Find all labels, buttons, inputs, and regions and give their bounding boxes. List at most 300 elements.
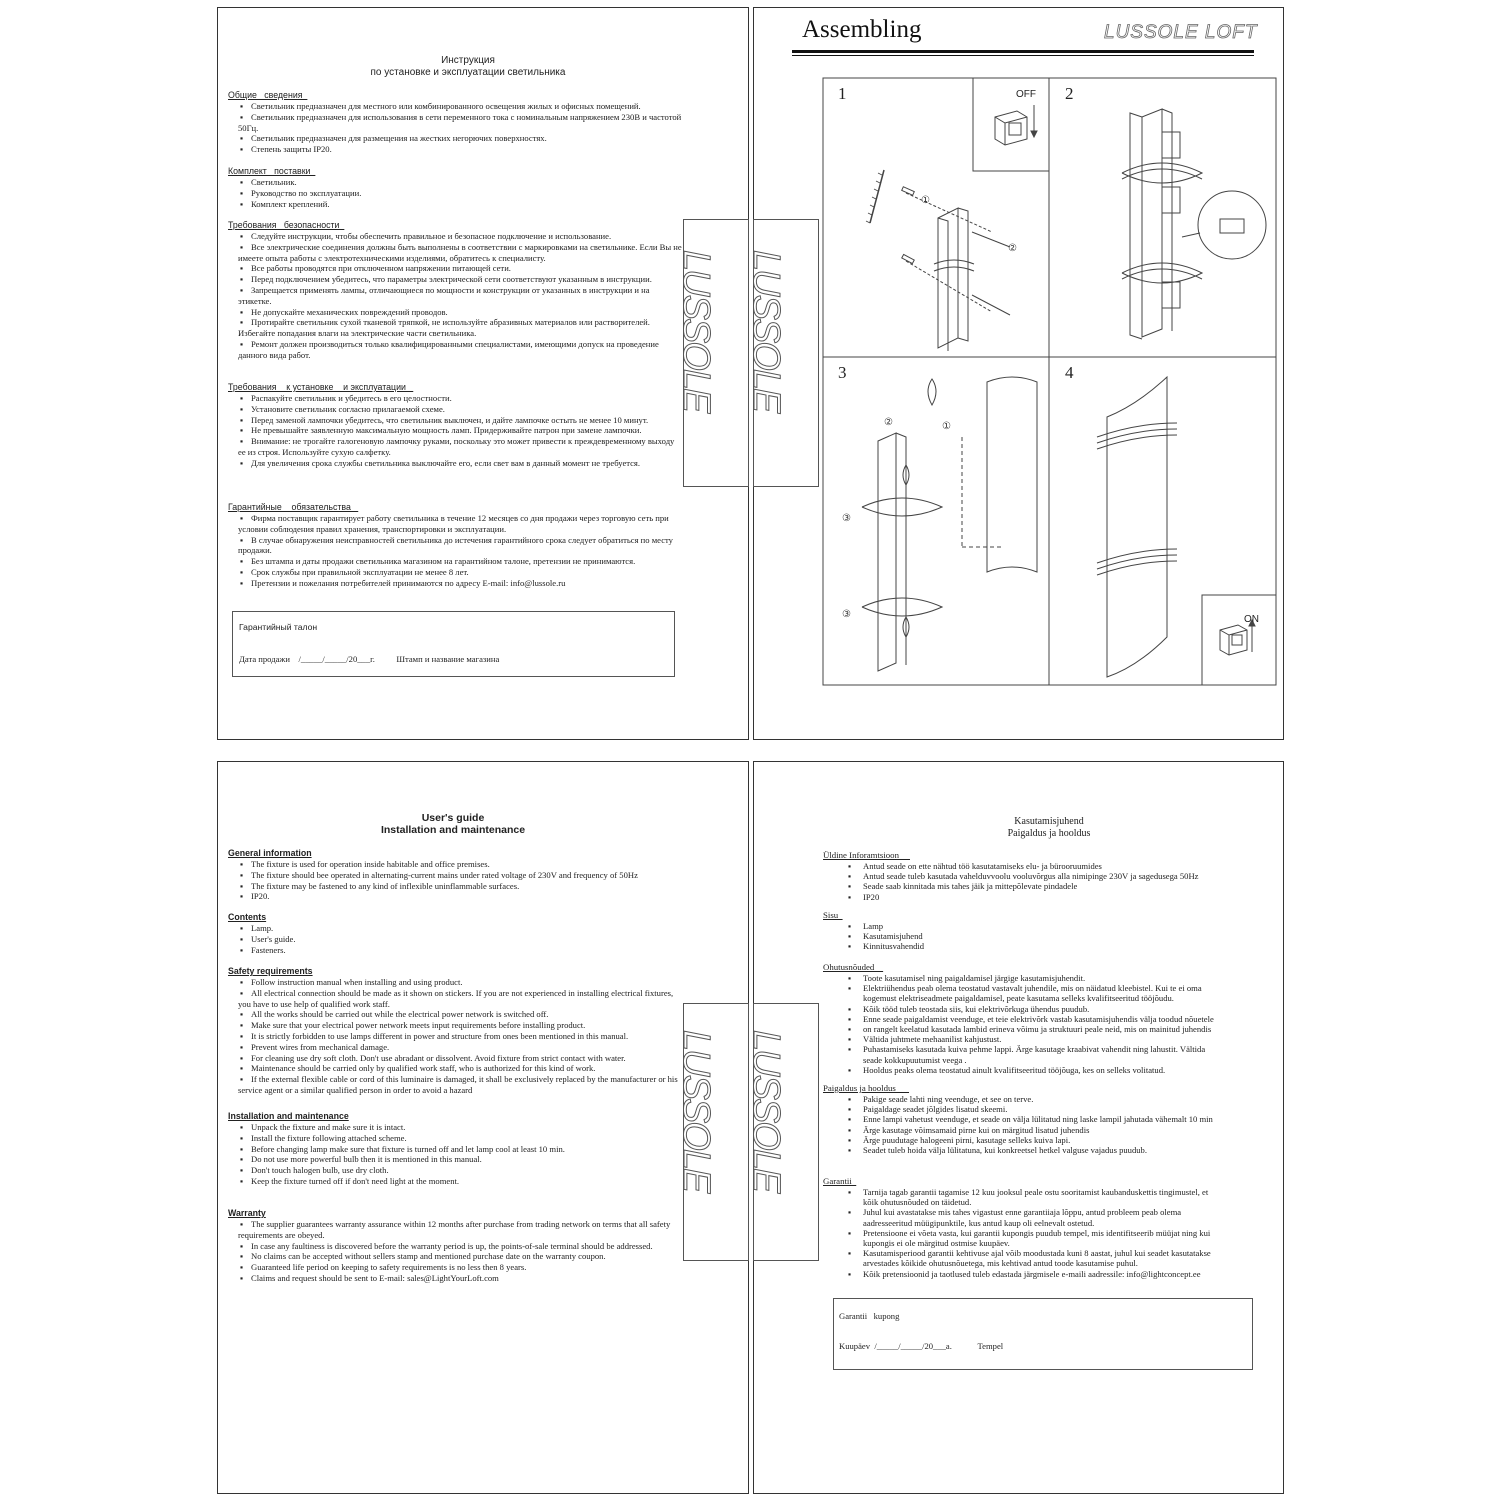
list-item-text: Не превышайте заявленную максимальную мощность ламп. Придерживайте патрон при замене лампочки. bbox=[251, 425, 642, 436]
list-item-text: Kõik tööd tuleb teostada siis, kui elektrivõrkuga ühendus puudub. bbox=[863, 1003, 1090, 1014]
list-item bbox=[823, 1125, 1223, 1135]
bullet-icon: ▪ bbox=[848, 1207, 852, 1218]
section-heading: Warranty bbox=[228, 1208, 266, 1218]
bullet-icon: ▪ bbox=[240, 457, 244, 468]
list-item bbox=[228, 112, 684, 134]
section-heading: Üldine Inforamtsioon bbox=[823, 850, 910, 860]
lussole-logo bbox=[675, 220, 748, 486]
list-item-text: Pakige seade lahti ning veenduge, et see on terve. bbox=[863, 1094, 1034, 1104]
list-item bbox=[823, 1034, 1223, 1044]
bullet-icon: ▪ bbox=[240, 534, 244, 545]
lussole-logo-strip bbox=[675, 219, 749, 487]
list-item-text: Juhul kui avastatakse mis tahes vigastust enne garantiiaja lõppu, antud probleem peab olema aadresseeritud müügipunktile, kus antud kaup oli eelnevalt ostetud. bbox=[863, 1207, 1182, 1228]
list-item-text: Guaranteed life period on keeping to safety requirements is no less then 8 years. bbox=[251, 1262, 527, 1273]
list-item bbox=[228, 242, 684, 264]
list-item bbox=[228, 1122, 684, 1133]
bullet-icon: ▪ bbox=[848, 1044, 852, 1055]
list-item-text: Следуйте инструкции, чтобы обеспечить правильное и безопасное подключение и использование. bbox=[251, 231, 612, 241]
section-heading: Общие сведения bbox=[228, 90, 308, 100]
step4-finished-lamp-illustration bbox=[1097, 377, 1177, 677]
page-russian-instructions bbox=[217, 7, 749, 740]
bullet-icon: ▪ bbox=[848, 1268, 852, 1279]
bullet-icon: ▪ bbox=[240, 1020, 244, 1031]
list-item bbox=[823, 1145, 1223, 1155]
bullet-icon: ▪ bbox=[240, 414, 244, 425]
list-item bbox=[228, 945, 684, 956]
bullet-icon: ▪ bbox=[240, 933, 244, 944]
list-item bbox=[823, 941, 1223, 951]
list-item-text: Ärge kasutage võimsamaid pirne kui on märgitud lisatud juhendis bbox=[863, 1124, 1090, 1135]
list-item-text: Светильник предназначен для местного или комбинированного освещения жилых и офисных помещений. bbox=[251, 101, 641, 111]
bullet-icon: ▪ bbox=[240, 577, 244, 588]
svg-text:LUSSOLE: LUSSOLE bbox=[745, 1030, 787, 1192]
bullet-icon: ▪ bbox=[848, 871, 852, 882]
list-item bbox=[228, 307, 684, 318]
bullet-icon: ▪ bbox=[240, 556, 244, 567]
list-item bbox=[228, 1020, 684, 1031]
section-heading: Требования к установке и эксплуатации bbox=[228, 382, 414, 392]
list-item-text: All the works should be carried out while the electrical power network is switched off. bbox=[251, 1009, 549, 1020]
list-item bbox=[823, 921, 1223, 931]
switch-on-icon bbox=[1220, 620, 1255, 655]
list-item bbox=[228, 339, 684, 361]
list-item-text: Срок службы при правильной эксплуатации не менее 8 лет. bbox=[251, 566, 469, 577]
en-section bbox=[228, 912, 684, 955]
bullet-icon: ▪ bbox=[848, 1134, 852, 1145]
step-number-3: 3 bbox=[838, 363, 847, 382]
list-item-text: Для увеличения срока службы светильника выключайте его, если свет вам в данный момент не требуется. bbox=[251, 457, 641, 468]
list-item-text: Lamp bbox=[863, 921, 884, 931]
list-item-text: Prevent wires from mechanical damage. bbox=[251, 1041, 390, 1052]
bullet-icon: ▪ bbox=[240, 1219, 244, 1229]
list-item-text: Протирайте светильник сухой тканевой тряпкой, не используйте абразивных материалов или растворителей. Избегайте попадания влаги на электрические части светильника. bbox=[238, 317, 650, 339]
bullet-icon: ▪ bbox=[848, 1034, 852, 1045]
list-item-text: IP20 bbox=[863, 891, 880, 902]
callout-1: ① bbox=[921, 195, 930, 206]
page-assembling bbox=[753, 7, 1284, 740]
bullet-icon: ▪ bbox=[240, 144, 244, 155]
list-item bbox=[823, 871, 1223, 881]
callout-3b-step3: ③ bbox=[842, 609, 851, 620]
coupon-title: Гарантийный талон bbox=[239, 622, 318, 632]
list-item bbox=[228, 859, 684, 870]
list-item bbox=[228, 144, 684, 155]
list-item-text: Unpack the fixture and make sure it is intact. bbox=[251, 1122, 406, 1132]
list-item-text: Руководство по эксплуатации. bbox=[251, 187, 362, 198]
et-section bbox=[823, 1176, 1223, 1279]
bullet-icon: ▪ bbox=[848, 1145, 852, 1156]
section-heading: Contents bbox=[228, 912, 267, 922]
list-item bbox=[228, 977, 684, 988]
section-heading: Sisu bbox=[823, 910, 843, 920]
list-item bbox=[228, 556, 684, 567]
list-item-text: Не допускайте механических повреждений проводов. bbox=[251, 306, 448, 317]
list-item-text: Kinnitusvahendid bbox=[863, 941, 925, 952]
bullet-icon: ▪ bbox=[240, 198, 244, 209]
et-title-line1: Kasutamisjuhend bbox=[1014, 816, 1084, 827]
list-item bbox=[823, 1065, 1223, 1075]
list-item bbox=[228, 1262, 684, 1273]
en-title-line1: User's guide bbox=[421, 812, 485, 824]
list-item-text: Enne lampi vahetust veenduge, et seade on välja lülitatud ning laske lampil jahutada vähemalt 10 min bbox=[863, 1114, 1213, 1125]
list-item-text: Все работы проводятся при отключенном напряжении питающей сети. bbox=[251, 263, 511, 274]
list-item-text: Светильник предназначен для размещения на жестких негорючих поверхностях. bbox=[251, 133, 547, 144]
list-item bbox=[228, 285, 684, 307]
list-item bbox=[823, 983, 1223, 1003]
bullet-icon: ▪ bbox=[848, 983, 852, 994]
bullet-icon: ▪ bbox=[240, 403, 244, 414]
bullet-icon: ▪ bbox=[848, 1104, 852, 1115]
title-rule-thin bbox=[792, 55, 1254, 56]
list-item bbox=[823, 931, 1223, 941]
list-item bbox=[228, 101, 684, 112]
en-section bbox=[228, 1111, 684, 1187]
list-item bbox=[823, 1004, 1223, 1014]
en-title bbox=[218, 812, 688, 836]
list-item bbox=[228, 513, 684, 535]
svg-text:LUSSOLE: LUSSOLE bbox=[745, 250, 787, 412]
bullet-icon: ▪ bbox=[848, 973, 852, 983]
bullet-icon: ▪ bbox=[240, 177, 244, 187]
bullet-icon: ▪ bbox=[240, 944, 244, 955]
ru-section bbox=[228, 90, 684, 155]
list-item bbox=[823, 1104, 1223, 1114]
list-item bbox=[823, 1024, 1223, 1034]
list-item bbox=[228, 317, 684, 339]
list-item-text: Все электрические соединения должны быть выполнены в соответствии с маркировками на светильнике. Если Вы не имеете опыта работы с электротехническими изделиями, обратитесь к специалисту. bbox=[238, 241, 682, 263]
section-heading: Ohutusnõuded bbox=[823, 962, 884, 972]
list-item-text: All electrical connection should be made as it shown on stickers. If you are not experienced in installing electrical fixtures, you have to use help of qualified work staff. bbox=[238, 987, 674, 1009]
et-section bbox=[823, 850, 1223, 902]
list-item bbox=[228, 1053, 684, 1064]
list-item bbox=[228, 1241, 684, 1252]
list-item bbox=[823, 1248, 1223, 1268]
list-item-text: Puhastamiseks kasutada kuiva pehme lappi. Ärge kasutage kraabivat vahendit ning lahustit. Vältida seade kokkupuutumist veega . bbox=[863, 1044, 1206, 1065]
ru-title-line1: Инструкция bbox=[441, 55, 495, 66]
bullet-icon: ▪ bbox=[240, 436, 244, 447]
list-item-text: В случае обнаружения неисправностей светильника до истечения гарантийного срока следует обратиться по месту продажи. bbox=[238, 534, 673, 556]
list-item-text: Внимание: не трогайте галогеновую лампочку руками, поскольку это может привести к преждевременному выходу ее из строя. Используйте сухую салфетку. bbox=[238, 436, 675, 457]
list-item bbox=[228, 1154, 684, 1165]
list-item bbox=[823, 1094, 1223, 1104]
list-item-text: Don't touch halogen bulb, use dry cloth. bbox=[251, 1165, 389, 1176]
bullet-icon: ▪ bbox=[240, 1122, 244, 1132]
ru-section bbox=[228, 220, 684, 361]
en-section bbox=[228, 848, 684, 902]
list-item bbox=[228, 1219, 684, 1241]
lussole-logo-strip bbox=[745, 219, 819, 487]
list-item bbox=[228, 1074, 684, 1096]
callout-2-step3: ② bbox=[884, 417, 893, 428]
list-item bbox=[823, 861, 1223, 871]
list-item bbox=[228, 231, 684, 242]
list-item-text: No claims can be accepted without sellers stamp and mentioned purchase date on the warranty coupon. bbox=[251, 1251, 606, 1262]
bullet-icon: ▪ bbox=[240, 859, 244, 869]
list-item bbox=[228, 1165, 684, 1176]
list-item-text: It is strictly forbidden to use lamps different in power and structure from ones been mentioned in this manual. bbox=[251, 1030, 629, 1041]
list-item bbox=[823, 892, 1223, 902]
bullet-icon: ▪ bbox=[848, 1187, 852, 1197]
list-item-text: Kasutamisjuhend bbox=[863, 931, 923, 942]
list-item-text: Kõik pretensioonid ja taotlused tuleb edastada järgmisele e-maili aadressile: info@lightconcept.ee bbox=[863, 1268, 1201, 1279]
list-item bbox=[823, 1135, 1223, 1145]
list-item bbox=[823, 973, 1223, 983]
bullet-icon: ▪ bbox=[848, 1248, 852, 1259]
list-item-text: The fixture may be fastened to any kind of inflexible uninflammable surfaces. bbox=[251, 880, 520, 891]
ru-section bbox=[228, 166, 684, 209]
list-item-text: User's guide. bbox=[251, 933, 296, 944]
list-item-text: Antud seade tuleb kasutada vahelduvvoolu vooluvõrgus alla nimipinge 230V ja sagedusega 50Hz bbox=[863, 871, 1199, 882]
bullet-icon: ▪ bbox=[240, 1052, 244, 1063]
callout-1-step3: ① bbox=[942, 421, 951, 432]
bullet-icon: ▪ bbox=[848, 1003, 852, 1014]
bullet-icon: ▪ bbox=[240, 1175, 244, 1186]
svg-text:LUSSOLE: LUSSOLE bbox=[675, 1030, 717, 1192]
bullet-icon: ▪ bbox=[240, 1074, 244, 1085]
bullet-icon: ▪ bbox=[240, 1165, 244, 1176]
bullet-icon: ▪ bbox=[848, 881, 852, 892]
en-title-line2: Installation and maintenance bbox=[380, 824, 526, 836]
list-item bbox=[228, 393, 684, 404]
et-warranty-coupon bbox=[833, 1298, 1253, 1370]
ru-warranty-coupon bbox=[232, 611, 675, 677]
bullet-icon: ▪ bbox=[240, 1030, 244, 1041]
bullet-icon: ▪ bbox=[848, 931, 852, 942]
ru-title-line2: по установке и эксплуатации светильника bbox=[370, 67, 566, 78]
section-heading: Требования безопасности bbox=[228, 220, 345, 230]
bullet-icon: ▪ bbox=[240, 1132, 244, 1143]
list-item bbox=[823, 1269, 1223, 1279]
bullet-icon: ▪ bbox=[240, 923, 244, 933]
et-title-line2: Paigaldus ja hooldus bbox=[1007, 827, 1091, 839]
switch-on-label: ON bbox=[1244, 614, 1259, 625]
bullet-icon: ▪ bbox=[848, 1124, 852, 1135]
bullet-icon: ▪ bbox=[240, 317, 244, 328]
list-item bbox=[228, 274, 684, 285]
list-item bbox=[228, 535, 684, 557]
list-item bbox=[228, 881, 684, 892]
list-item-text: Paigaldage seadet jõlgides lisatud skeemi. bbox=[863, 1104, 1008, 1115]
lussole-logo bbox=[675, 1004, 748, 1260]
list-item-text: Установите светильник согласно прилагаемой схеме. bbox=[251, 403, 445, 414]
list-item-text: Keep the fixture turned off if don't need light at the moment. bbox=[251, 1175, 460, 1186]
bullet-icon: ▪ bbox=[240, 1063, 244, 1074]
list-item bbox=[228, 578, 684, 589]
coupon-date-line: Kuupäev /_____/_____/20___a. Tempel bbox=[839, 1341, 1004, 1351]
list-item-text: Запрещается применять лампы, отличающиеся по мощности и конструкции от указанных в инструкции и на этикетке. bbox=[238, 284, 650, 306]
coupon-date-line: Дата продажи /_____/_____/20___г. Штамп и название магазина bbox=[239, 654, 500, 664]
section-heading: Garantii bbox=[823, 1176, 857, 1186]
list-item-text: Светильник предназначен для использования в сети переменного тока с номинальным напряжением 230В и частотой 50Гц. bbox=[238, 111, 682, 133]
list-item-text: Elektriühendus peab olema teostatud vastavalt juhendile, mis on näidatud kleebistel. Kui te ei oma kogemust elektriseadmete paigaldamisel, peate kasutama selleks kvalifitseeritud tööjõudu. bbox=[863, 983, 1202, 1004]
et-title bbox=[814, 816, 1284, 839]
list-item bbox=[823, 881, 1223, 891]
bullet-icon: ▪ bbox=[240, 274, 244, 285]
callout-2: ② bbox=[1008, 243, 1017, 254]
section-heading: Комплект поставки bbox=[228, 166, 316, 176]
bullet-icon: ▪ bbox=[240, 977, 244, 987]
bullet-icon: ▪ bbox=[240, 263, 244, 274]
list-item-text: Tarnija tagab garantii tagamise 12 kuu jooksul peale ostu sooritamist kaubanduskettis tingimustel, et kõik ohutusnõuded on täidetud. bbox=[863, 1187, 1209, 1208]
list-item bbox=[228, 1273, 684, 1284]
lussole-logo bbox=[745, 220, 818, 486]
list-item-text: Kasutamisperiood garantii kehtivuse ajal võib moodustada kuni 8 aastat, juhul kui seadet kasutatakse arvestades kõikide ohutusnõuetega, mis kehtivad antud toode kasutamise puhul. bbox=[863, 1248, 1211, 1269]
list-item-text: Install the fixture following attached scheme. bbox=[251, 1132, 407, 1143]
lussole-logo-strip bbox=[675, 1003, 749, 1261]
list-item bbox=[228, 415, 684, 426]
bullet-icon: ▪ bbox=[240, 111, 244, 122]
list-item-text: Maintenance should be carried only by qualified work staff, who is authorized for this kind of work. bbox=[251, 1063, 596, 1074]
list-item bbox=[823, 1187, 1223, 1207]
bullet-icon: ▪ bbox=[240, 231, 244, 241]
bullet-icon: ▪ bbox=[240, 1143, 244, 1154]
section-heading: Installation and maintenance bbox=[228, 1111, 349, 1121]
bullet-icon: ▪ bbox=[240, 425, 244, 436]
bullet-icon: ▪ bbox=[240, 566, 244, 577]
list-item-text: Без штампа и даты продажи светильника магазином на гарантийном талоне, претензии не принимаются. bbox=[251, 556, 636, 567]
list-item bbox=[228, 1042, 684, 1053]
list-item-text: IP20. bbox=[251, 891, 270, 902]
list-item-text: Распакуйте светильник и убедитесь в его целостности. bbox=[251, 393, 452, 403]
bullet-icon: ▪ bbox=[240, 1251, 244, 1262]
bullet-icon: ▪ bbox=[848, 941, 852, 952]
bullet-icon: ▪ bbox=[240, 393, 244, 403]
step-number-2: 2 bbox=[1065, 84, 1074, 103]
lussole-logo-strip bbox=[745, 1003, 819, 1261]
list-item-text: Pretensioone ei võeta vasta, kui garantii kupongis puudub tempel, mis identifitseerib müüjat ning kui kupongis ei ole märgitud ostmise kuupäev. bbox=[863, 1227, 1211, 1249]
list-item-text: Before changing lamp make sure that fixture is turned off and let lamp cool at least 10 min. bbox=[251, 1143, 565, 1154]
bullet-icon: ▪ bbox=[848, 1114, 852, 1125]
list-item-text: The fixture is used for operation inside habitable and office premises. bbox=[251, 859, 490, 869]
list-item bbox=[228, 404, 684, 415]
list-item-text: Ärge puudutage halogeeni pirni, kasutage selleks kuiva lapi. bbox=[863, 1134, 1071, 1145]
list-item bbox=[228, 133, 684, 144]
list-item bbox=[823, 1044, 1223, 1064]
list-item-text: on rangelt keelatud kasutada lambid erineva võimu ja struktuuri peale neid, mis on mainitud juhendis bbox=[863, 1024, 1212, 1035]
list-item-text: Enne seade paigaldamist veenduge, et teie elektrivõrk vastab kasutamisjuhendis välja toodud nõuetele bbox=[863, 1013, 1214, 1024]
list-item bbox=[228, 425, 684, 436]
list-item-text: Antud seade on ette nähtud töö kasutatamiseks elu- ja bürooruumides bbox=[863, 861, 1102, 871]
list-item-text: Follow instruction manual when installing and using product. bbox=[251, 977, 463, 987]
list-item bbox=[228, 934, 684, 945]
list-item bbox=[228, 891, 684, 902]
list-item bbox=[228, 870, 684, 881]
step-number-1: 1 bbox=[838, 84, 847, 103]
list-item bbox=[228, 436, 684, 458]
list-item bbox=[228, 923, 684, 934]
bullet-icon: ▪ bbox=[240, 241, 244, 252]
bullet-icon: ▪ bbox=[848, 1024, 852, 1035]
list-item bbox=[228, 1144, 684, 1155]
page-estonian-guide bbox=[753, 761, 1284, 1494]
list-item bbox=[228, 1251, 684, 1262]
assembly-grid bbox=[823, 78, 1276, 685]
list-item-text: Степень защиты IP20. bbox=[251, 144, 332, 155]
switch-off-box bbox=[973, 78, 1049, 171]
list-item-text: Претензии и пожелания потребителей принимаются по адресу E-mail: info@lussole.ru bbox=[251, 577, 566, 588]
list-item-text: Claims and request should be sent to E-mail: sales@LightYourLoft.com bbox=[251, 1272, 499, 1283]
et-section bbox=[823, 962, 1223, 1075]
bullet-icon: ▪ bbox=[240, 987, 244, 998]
ru-section bbox=[228, 382, 684, 469]
list-item bbox=[228, 567, 684, 578]
bullet-icon: ▪ bbox=[240, 1240, 244, 1251]
list-item bbox=[228, 1009, 684, 1020]
bullet-icon: ▪ bbox=[240, 187, 244, 198]
bullet-icon: ▪ bbox=[240, 1262, 244, 1273]
bullet-icon: ▪ bbox=[848, 1094, 852, 1104]
bullet-icon: ▪ bbox=[848, 921, 852, 931]
bullet-icon: ▪ bbox=[240, 880, 244, 891]
et-section bbox=[823, 910, 1223, 952]
bullet-icon: ▪ bbox=[240, 284, 244, 295]
step2-wiring-illustration bbox=[1122, 109, 1266, 339]
ru-title bbox=[218, 55, 718, 79]
list-item-text: Fasteners. bbox=[251, 944, 286, 955]
list-item bbox=[228, 199, 684, 210]
bullet-icon: ▪ bbox=[240, 869, 244, 880]
list-item bbox=[228, 263, 684, 274]
coupon-title: Garantii kupong bbox=[839, 1311, 900, 1321]
bullet-icon: ▪ bbox=[240, 891, 244, 902]
list-item-text: Фирма поставщик гарантирует работу светильника в течение 12 месяцев со дня продажи через торговую сеть при условии соблюдения правил хранения, транспортировки и эксплуатации. bbox=[238, 513, 669, 534]
list-item-text: In case any faultiness is discovered before the warranty period is up, the points-of-sale terminal should be addressed. bbox=[251, 1240, 653, 1251]
list-item bbox=[228, 458, 684, 469]
step-number-4: 4 bbox=[1065, 363, 1074, 382]
en-section bbox=[228, 1208, 684, 1284]
list-item-text: Lamp. bbox=[251, 923, 274, 933]
list-item bbox=[228, 1063, 684, 1074]
bullet-icon: ▪ bbox=[240, 101, 244, 111]
page-english-guide bbox=[217, 761, 749, 1494]
list-item-text: Vältida juhtmete mehaanilist kahjustust. bbox=[863, 1034, 1002, 1045]
list-item bbox=[228, 188, 684, 199]
lussole-logo bbox=[745, 1004, 818, 1260]
bullet-icon: ▪ bbox=[848, 1013, 852, 1024]
switch-off-icon bbox=[995, 105, 1037, 145]
list-item-text: Do not use more powerful bulb then it is mentioned in this manual. bbox=[251, 1154, 482, 1165]
section-heading: Safety requirements bbox=[228, 966, 313, 976]
brand-logo: LUSSOLE LOFT bbox=[1104, 22, 1258, 43]
callout-3-step3: ③ bbox=[842, 513, 851, 524]
list-item bbox=[823, 1114, 1223, 1124]
bullet-icon: ▪ bbox=[240, 1009, 244, 1020]
bullet-icon: ▪ bbox=[240, 338, 244, 349]
bullet-icon: ▪ bbox=[848, 891, 852, 902]
switch-off-label: OFF bbox=[1016, 89, 1036, 100]
list-item bbox=[228, 177, 684, 188]
bullet-icon: ▪ bbox=[240, 1041, 244, 1052]
section-heading: General information bbox=[228, 848, 312, 858]
bullet-icon: ▪ bbox=[848, 1227, 852, 1238]
list-item-text: The supplier guarantees warranty assurance within 12 months after purchase from trading network on terms that all safety requirements are obeyed. bbox=[238, 1219, 671, 1240]
svg-text:LUSSOLE: LUSSOLE bbox=[675, 250, 717, 412]
list-item bbox=[823, 1207, 1223, 1227]
list-item-text: Перед заменой лампочки убедитесь, что светильник выключен, и дайте лампочке остыть не менее 10 минут. bbox=[251, 414, 649, 425]
list-item bbox=[228, 988, 684, 1010]
et-section bbox=[823, 1083, 1223, 1155]
list-item-text: If the external flexible cable or cord of this luminaire is damaged, it shall be exclusively replaced by the manufacturer or his service agent or a similar qualified person in order to avoid a hazard bbox=[238, 1074, 678, 1095]
switch-on-box bbox=[1202, 595, 1276, 685]
bullet-icon: ▪ bbox=[240, 133, 244, 144]
bullet-icon: ▪ bbox=[240, 1154, 244, 1165]
bullet-icon: ▪ bbox=[848, 861, 852, 871]
list-item-text: Make sure that your electrical power network meets input requirements before installing product. bbox=[251, 1020, 586, 1031]
list-item bbox=[823, 1228, 1223, 1248]
assembling-title: Assembling bbox=[802, 16, 922, 43]
list-item-text: Комплект креплений. bbox=[251, 198, 330, 209]
ru-section bbox=[228, 502, 684, 589]
